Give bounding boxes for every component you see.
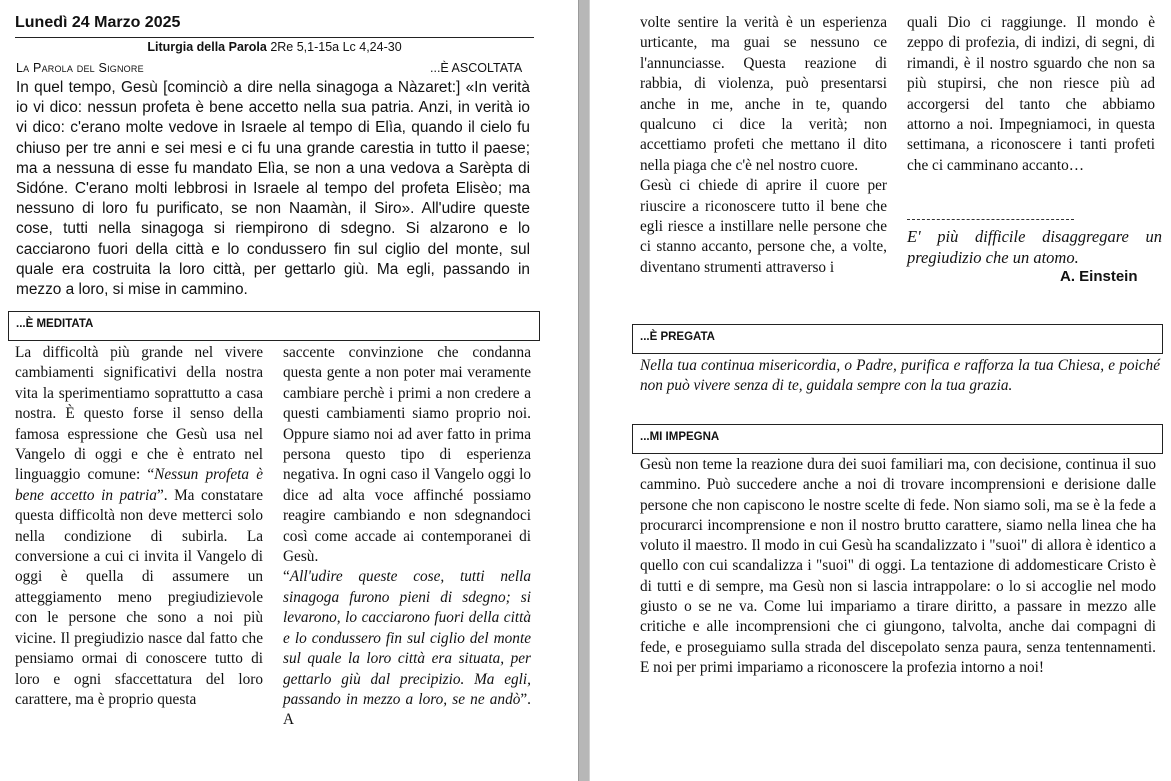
meditata-text-a: La difficoltà più grande nel vivere cambiamenti significativi della nostra vita la sperimentiamo soprattutto a casa nostra. È questo forse il senso della famosa espressione che Gesù usa nel Vangelo di oggi e che è entrato nel linguaggio comune: “ <box>15 344 263 484</box>
meditata-quote-inline: Nessun profeta è bene accetto in patria <box>15 466 263 504</box>
meditata-paragraph-5: Gesù ci chiede di aprire il cuore per riuscire a riconoscere tutto il bene che egli riesce a instillare nelle persone che ci stanno accanto, persone che, a volte, diventano strumenti attraverso i <box>640 177 887 276</box>
liturgy-header <box>15 40 534 54</box>
section-impegna-label: ...MI IMPEGNA <box>640 431 720 443</box>
page-date: Lunedì 24 Marzo 2025 <box>15 14 181 31</box>
section-pregata-label: ...È PREGATA <box>640 331 715 343</box>
left-page <box>0 0 578 781</box>
header-rule <box>15 37 534 38</box>
section-pregata-box <box>632 324 1163 354</box>
prayer-text: Nella tua continua misericordia, o Padre, purifica e rafforza la tua Chiesa, e poiché non può vivere senza di te, guidala sempre con la tua grazia. <box>640 357 1160 395</box>
meditata-paragraph-2: saccente convinzione che condanna questa gente a non poter mai veramente cambiare perchè i primi a non credere a questi cambiamenti siamo proprio noi. Oppure siamo noi ad aver fatto in prima persona questo tipo di esperienza negativa. In ogni caso il Vangelo oggi lo dice ad alta voce affinché possiamo reagire cambiando e non sdegnandoci così come accade ai contemporanei di Gesù. <box>283 344 531 566</box>
einstein-quote: E' più difficile disaggregare un pregiudizio che un atomo. <box>907 227 1162 267</box>
quote-close: ”. A <box>283 690 531 729</box>
gospel-quote-italic: All'udire queste cose, tutti nella sinagoga furono pieni di sdegno; si levarono, lo cacciarono fuori della città e lo condussero fin sul ciglio del monte sul quale la loro città era situata, per gettarlo giù dal precipizio. Ma egli, passando in mezzo a loro, se ne andò <box>283 568 531 708</box>
parola-label: La Parola del Signore <box>16 61 144 75</box>
liturgy-refs: 2Re 5,1-15a Lc 4,24-30 <box>270 40 402 54</box>
section-impegna-box <box>632 424 1163 454</box>
quote-divider <box>907 219 1074 220</box>
meditata-column-2 <box>283 343 531 731</box>
quote-open: “ <box>283 568 290 586</box>
impegna-text: Gesù non teme la reazione dura dei suoi familiari ma, con decisione, continua il suo cammino. Può succedere anche a noi di trovare incomprensioni e derisione dalle persone che non capiscono le nostre scelte di fede. Non siamo soli, ma se è la fede a procurarci incomprensione e non il nostro brutto carattere, siamo nella linea che ha voluto il maestro. Il modo in cui Gesù ha scandalizzato i "suoi" di allora è identico a quello con cui scandalizza i "suoi" di oggi. La tentazione di addomesticare Cristo è di tutti e di sempre, ma Gesù non si lascia intrappolare: o lo si accoglie nel modo giusto o se ne va. Come lui impariamo a tirare diritto, a passare in mezzo alle critiche e alle incomprensioni che ci giungono, talvolta, anche dai compagni di fede, e proseguiamo sulla strada del discepolato senza paura, senza tentennamenti. E noi per primi impariamo a riconoscere la profezia intorno a noi! <box>640 456 1156 676</box>
meditata-column-4 <box>907 13 1155 176</box>
meditata-column-3 <box>640 13 887 278</box>
liturgy-title: Liturgia della Parola <box>147 40 267 54</box>
section-meditata-label: ...È MEDITATA <box>16 318 94 330</box>
meditata-paragraph-3 <box>283 567 531 730</box>
meditata-paragraph-6: quali Dio ci raggiunge. Il mondo è zeppo di profezia, di indizi, di segni, di rimandi, è il nostro sguardo che non sa più stupirsi, che non riesce più ad accorgersi del tanto che abbiamo attorno a noi. Impegniamoci, in questa settimana, a riconoscere i tanti profeti che ci camminano accanto… <box>907 14 1155 174</box>
page-gutter <box>578 0 590 781</box>
quote-author: A. Einstein <box>1060 268 1138 285</box>
section-ascoltata-label: ...È ASCOLTATA <box>430 61 523 75</box>
meditata-paragraph-4: volte sentire la verità è un esperienza urticante, ma guai se nessuno ce l'annunciasse. Questa reazione di rabbia, di violenza, può presentarsi anche in me, anche in te, quando qualcuno ci dice la verità; non accettiamo profeti che mettano il dito nella piaga che c'è nel nostro cuore. <box>640 14 887 174</box>
meditata-column-1 <box>15 343 263 710</box>
gospel-text: In quel tempo, Gesù [cominciò a dire nella sinagoga a Nàzaret:] «In verità io vi dico: nessun profeta è bene accetto nella sua patria. Anzi, in verità io vi dico: c'erano molte vedove in Israele al tempo di Elìa, quando il cielo fu chiuso per tre anni e sei mesi e ci fu una grande carestia in tutto il paese; ma a nessuna di esse fu mandato Elìa, se non a una vedova a Sarèpta di Sidóne. C'erano molti lebbrosi in Israele al tempo del profeta Elisèo; ma nessuno di loro fu purificato, se non Naamàn, il Siro». All'udire queste cose, tutti nella sinagoga si riempirono di sdegno. Si alzarono e lo cacciarono fuori della città e lo condussero fin sul ciglio del monte, sul quale era costruita la loro città, per gettarlo giù. Ma egli, passando in mezzo a loro, si mise in cammino. <box>16 79 530 299</box>
section-meditata-box <box>8 311 540 341</box>
meditata-paragraph-1 <box>15 343 263 710</box>
meditata-text-b: ”. Ma constatare questa difficoltà non deve metterci solo nella condizione di subirla. La conversione a cui ci invita il Vangelo di oggi è quella di assumere un atteggiamento meno pregiudizievole con le persone che sono a noi più vicine. Il pregiudizio nasce dal fatto che pensiamo ormai di conoscere tutto di loro e ogni sfaccettatura del loro carattere, ma è proprio questa <box>15 486 264 708</box>
